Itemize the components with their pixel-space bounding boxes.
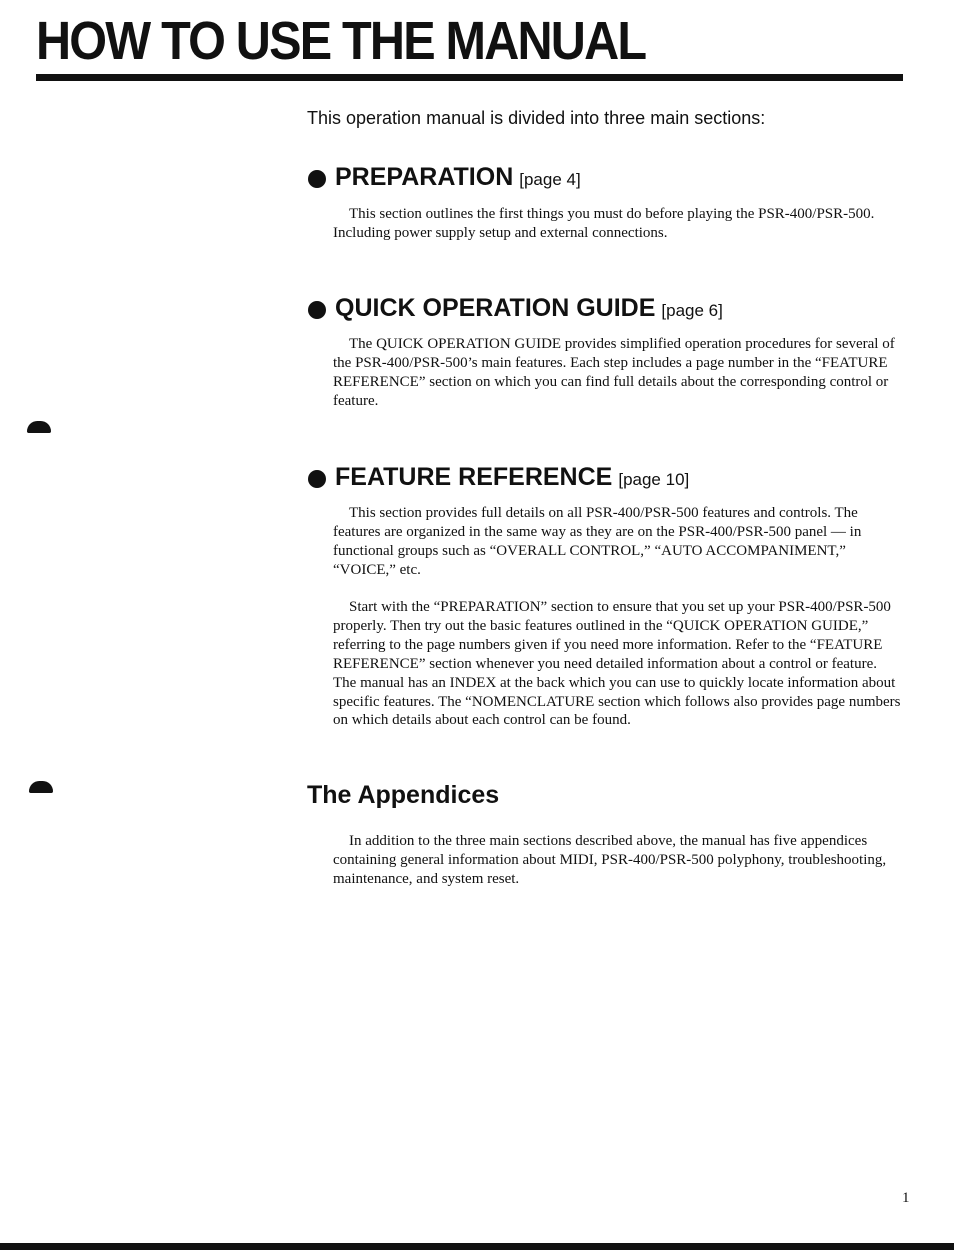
bullet-icon: [308, 470, 326, 488]
section-heading-preparation: [308, 162, 581, 195]
section-heading-feature-reference: [308, 462, 689, 495]
binding-hole-mark: [27, 421, 51, 433]
page-title: HOW TO USE THE MANUAL: [36, 11, 646, 71]
section-heading-quick-operation-guide: [308, 293, 723, 326]
appendices-heading: The Appendices: [307, 781, 500, 809]
bullet-icon: [308, 170, 326, 188]
bullet-icon: [308, 301, 326, 319]
section-paragraph: Start with the “PREPARATION” section to ensure that you set up your PSR-400/PSR-500 properly. Then try out the basic features outlined in the “QUICK OPERATION GUIDE,” referring to the page numbers given if you need more information. Refer to the “FEATURE REFERENCE” section whenever you need detailed information about a control or feature. The manual has an INDEX at the back which you can use to quickly locate information about specific features. The “NOMENCLATURE section which follows also provides page numbers on which details about each control can be found.: [333, 599, 901, 729]
page-ref: [page 10]: [618, 470, 690, 489]
section-title: PREPARATION: [335, 163, 514, 191]
section-title: FEATURE REFERENCE: [335, 463, 613, 491]
page-ref: [page 6]: [661, 301, 723, 320]
appendices-paragraph: In addition to the three main sections described above, the manual has five appendices containing general information about MIDI, PSR-400/PSR-500 polyphony, troubleshooting, maintenance, and system reset.: [333, 833, 887, 887]
binding-hole-mark: [29, 781, 53, 793]
section-paragraph: The QUICK OPERATION GUIDE provides simplified operation procedures for several of the PSR-400/PSR-500’s main features. Each step includes a page number in the “FEATURE REFERENCE” section on which you can find full details about the corresponding control or feature.: [333, 336, 895, 409]
section-paragraph: This section provides full details on all PSR-400/PSR-500 features and controls. The features are organized in the same way as they are on the PSR-400/PSR-500 panel — in functional groups such as “OVERALL CONTROL,” “AUTO ACCOMPANIMENT,” “VOICE,” etc.: [333, 505, 862, 578]
section-title: QUICK OPERATION GUIDE: [335, 294, 656, 322]
intro-text: This operation manual is divided into three main sections:: [307, 108, 766, 128]
page-number: 1: [902, 1190, 910, 1206]
page-ref: [page 4]: [519, 170, 581, 189]
title-rule: [36, 74, 903, 81]
section-paragraph: This section outlines the first things you must do before playing the PSR-400/PSR-500. Including power supply setup and external connections.: [333, 206, 875, 241]
bottom-rule: [0, 1243, 954, 1250]
